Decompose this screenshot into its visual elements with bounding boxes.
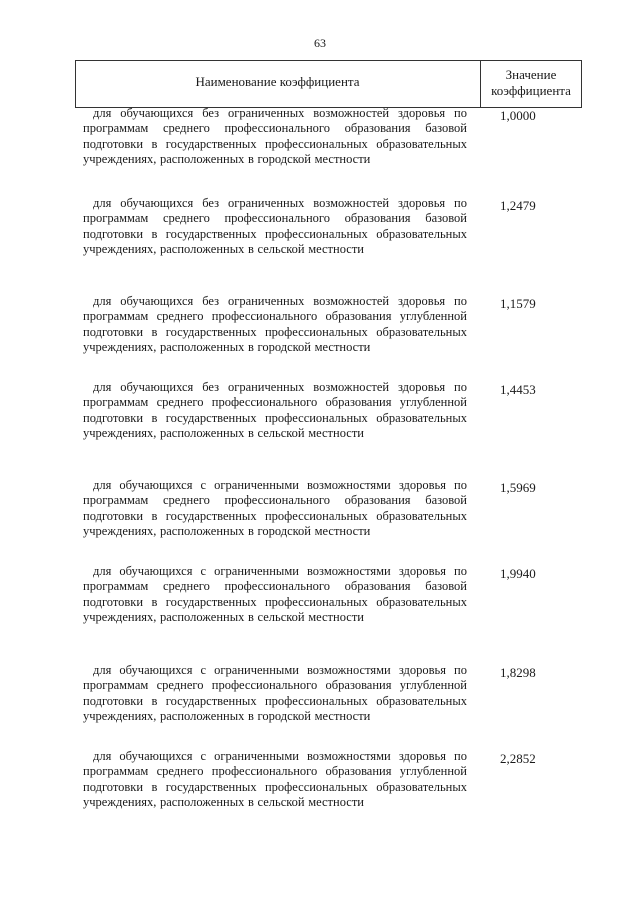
row-value: 1,9940 (500, 566, 536, 581)
row-value: 1,4453 (500, 382, 536, 397)
row-value: 1,2479 (500, 198, 536, 213)
row-value: 1,8298 (500, 665, 536, 680)
row-description: для обучающихся без ограниченных возможностей здоровья по программам среднего профессионального образования базовой подготовки в государственных профессиональных образовательных учреждениях, расположенных в городской местности (83, 106, 467, 166)
header-name-label: Наименование коэффициента (195, 74, 360, 89)
table-header (75, 60, 582, 108)
row-value: 2,2852 (500, 751, 536, 766)
row-value: 1,0000 (500, 108, 536, 123)
row-description: для обучающихся без ограниченных возможностей здоровья по программам среднего профессионального образования углубленной подготовки в государственных профессиональных образовательных учреждениях, расположенных в городской местности (83, 294, 467, 354)
row-value: 1,1579 (500, 296, 536, 311)
row-description: для обучающихся без ограниченных возможностей здоровья по программам среднего профессионального образования углубленной подготовки в государственных профессиональных образовательных учреждениях, расположенных в сельской местности (83, 380, 467, 440)
page-number: 63 (314, 36, 326, 50)
row-description: для обучающихся без ограниченных возможностей здоровья по программам среднего профессионального образования базовой подготовки в государственных профессиональных образовательных учреждениях, расположенных в сельской местности (83, 196, 467, 256)
row-description: для обучающихся с ограниченными возможностями здоровья по программам среднего профессионального образования базовой подготовки в государственных профессиональных образовательных учреждениях, расположенных в сельской местности (83, 564, 467, 624)
row-value: 1,5969 (500, 480, 536, 495)
row-description: для обучающихся с ограниченными возможностями здоровья по программам среднего профессионального образования углубленной подготовки в государственных профессиональных образовательных учреждениях, расположенных в сельской местности (83, 749, 467, 809)
row-description: для обучающихся с ограниченными возможностями здоровья по программам среднего профессионального образования углубленной подготовки в государственных профессиональных образовательных учреждениях, расположенных в городской местности (83, 663, 467, 723)
header-value-label-line2: коэффициента (491, 83, 571, 98)
header-value-label-line1: Значение (505, 67, 557, 82)
row-description: для обучающихся с ограниченными возможностями здоровья по программам среднего профессионального образования базовой подготовки в государственных профессиональных образовательных учреждениях, расположенных в городской местности (83, 478, 467, 538)
header-value-label (480, 67, 582, 99)
